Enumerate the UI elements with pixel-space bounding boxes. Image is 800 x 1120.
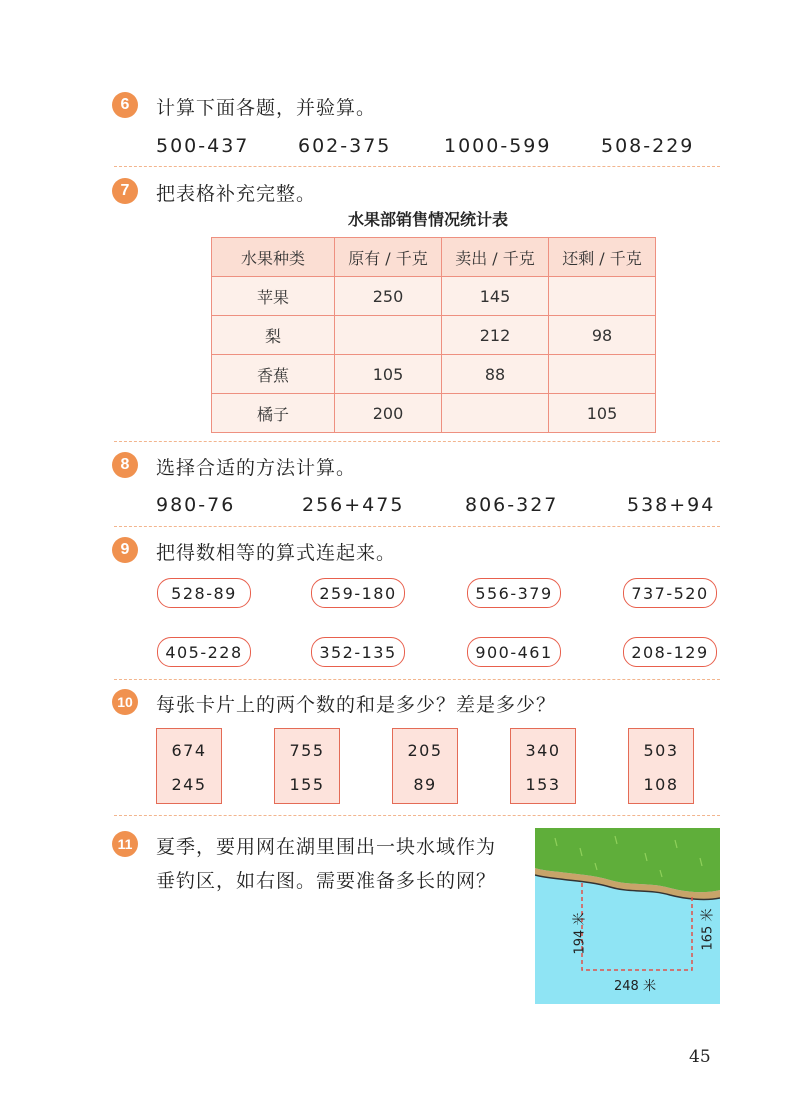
expression-pill[interactable]: 405-228	[157, 637, 251, 667]
right-length-label: 165 米	[700, 908, 716, 951]
divider	[114, 441, 720, 442]
table-cell: 98	[549, 316, 656, 355]
expression: 1000-599	[444, 135, 552, 157]
card-top-number: 503	[643, 741, 679, 760]
table-header-cell: 原有 / 千克	[335, 238, 442, 277]
number-card	[392, 728, 458, 804]
card-top-number: 755	[289, 741, 325, 760]
left-length-label: 194 米	[572, 912, 588, 955]
card-bottom-number: 155	[289, 775, 325, 794]
question-11-line-2: 垂钓区，如右图。需要准备多长的网？	[156, 870, 497, 892]
number-card	[156, 728, 222, 804]
table-cell: 200	[335, 394, 442, 433]
question-7-text: 把表格补充完整。	[156, 183, 317, 205]
card-top-number: 340	[525, 741, 561, 760]
table-header-cell: 还剩 / 千克	[549, 238, 656, 277]
question-number-7: 7	[112, 178, 138, 204]
table-cell: 苹果	[212, 277, 335, 316]
card-bottom-number: 245	[171, 775, 207, 794]
table-cell	[335, 316, 442, 355]
expression: 508-229	[601, 135, 695, 157]
table-cell: 145	[442, 277, 549, 316]
number-card	[510, 728, 576, 804]
table-cell: 梨	[212, 316, 335, 355]
table-header-cell: 水果种类	[212, 238, 335, 277]
expression-pill[interactable]: 900-461	[467, 637, 561, 667]
divider	[114, 526, 720, 527]
question-10-text: 每张卡片上的两个数的和是多少？差是多少？	[156, 694, 557, 716]
table-cell: 105	[549, 394, 656, 433]
table-cell	[549, 277, 656, 316]
sales-table	[211, 237, 656, 433]
expression: 980-76	[156, 494, 236, 516]
expression: 256+475	[302, 494, 405, 516]
question-number-9: 9	[112, 537, 138, 563]
expression: 806-327	[465, 494, 559, 516]
table-cell	[549, 355, 656, 394]
question-number-11: 11	[112, 831, 138, 857]
number-card	[628, 728, 694, 804]
question-number-10: 10	[112, 689, 138, 715]
expression: 602-375	[298, 135, 392, 157]
expression-pill[interactable]: 737-520	[623, 578, 717, 608]
table-cell: 橘子	[212, 394, 335, 433]
question-number-8: 8	[112, 452, 138, 478]
card-top-number: 205	[407, 741, 443, 760]
card-bottom-number: 108	[643, 775, 679, 794]
table-cell: 88	[442, 355, 549, 394]
question-number-6: 6	[112, 92, 138, 118]
question-8-text: 选择合适的方法计算。	[156, 457, 357, 479]
card-bottom-number: 153	[525, 775, 561, 794]
table-cell: 香蕉	[212, 355, 335, 394]
table-title: 水果部销售情况统计表	[347, 210, 508, 229]
card-bottom-number: 89	[413, 775, 437, 794]
table-cell	[442, 394, 549, 433]
expression: 500-437	[156, 135, 250, 157]
expression-pill[interactable]: 528-89	[157, 578, 251, 608]
bottom-length-label: 248 米	[614, 979, 656, 994]
expression-pill[interactable]: 208-129	[623, 637, 717, 667]
lake-illustration	[535, 828, 720, 1004]
expression-pill[interactable]: 352-135	[311, 637, 405, 667]
question-11-line-1: 夏季，要用网在湖里围出一块水域作为	[156, 836, 497, 858]
divider	[114, 166, 720, 167]
table-cell: 105	[335, 355, 442, 394]
divider	[114, 679, 720, 680]
table-cell: 212	[442, 316, 549, 355]
page-number: 45	[689, 1047, 711, 1067]
table-cell: 250	[335, 277, 442, 316]
card-top-number: 674	[171, 741, 207, 760]
question-6-text: 计算下面各题，并验算。	[156, 97, 377, 119]
question-9-text: 把得数相等的算式连起来。	[156, 542, 397, 564]
table-header-cell: 卖出 / 千克	[442, 238, 549, 277]
expression-pill[interactable]: 556-379	[467, 578, 561, 608]
divider	[114, 815, 720, 816]
number-card	[274, 728, 340, 804]
expression: 538+94	[627, 494, 716, 516]
expression-pill[interactable]: 259-180	[311, 578, 405, 608]
